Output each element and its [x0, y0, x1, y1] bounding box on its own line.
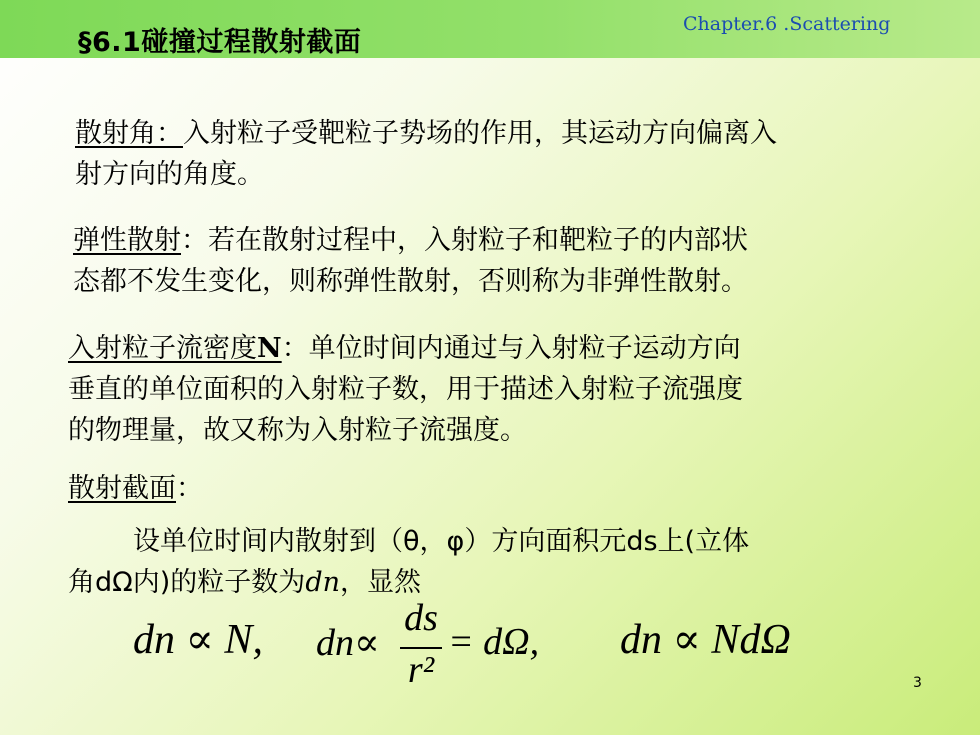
formula-proportional-flux: dn ∝ N, [133, 617, 263, 663]
scattering-angle-line-1 [75, 113, 777, 154]
scattering-angle-text-1: 入射粒子受靶粒子势场的作用，其运动方向偏离入 [183, 118, 777, 149]
page-number: 3 [913, 675, 922, 691]
formula-solid-angle: dn ∝ NdΩ [620, 617, 791, 663]
elastic-scattering-text-2: 态都不发生变化，则称弹性散射，否则称为非弹性散射。 [73, 266, 748, 297]
flux-density-text-3: 的物理量，故又称为入射粒子流强度。 [68, 415, 527, 446]
elastic-scattering-term: 弹性散射 [73, 225, 181, 256]
cross-section-text-2b: ，显然 [340, 567, 421, 598]
scattering-angle-text-2: 射方向的角度。 [75, 159, 264, 190]
elastic-scattering-text-1: ：若在散射过程中，入射粒子和靶粒子的内部状 [181, 225, 748, 256]
elastic-scattering-line-1 [73, 220, 748, 261]
flux-density-text-1: ：单位时间内通过与入射粒子运动方向 [281, 333, 741, 364]
scattering-angle-term: 散射角： [75, 118, 183, 149]
cross-section-heading [68, 468, 203, 509]
flux-density-term-text: 入射粒子流密度 [68, 333, 257, 364]
flux-density-line-1 [68, 328, 743, 369]
chapter-label: Chapter.6 .Scattering [683, 13, 891, 35]
cross-section-description [68, 521, 749, 603]
flux-density-symbol: N [257, 333, 282, 364]
flux-density-text-2: 垂直的单位面积的入射粒子数，用于描述入射粒子流强度 [68, 374, 743, 405]
flux-density-term [68, 333, 282, 364]
scattering-angle-definition [75, 113, 777, 195]
cross-section-text-1: 设单位时间内散射到（θ，φ）方向面积元ds上(立体 [133, 526, 750, 557]
cross-section-text-2a: 角dΩ内)的粒子数为 [68, 567, 306, 598]
formula-denominator: r² [407, 649, 435, 691]
elastic-scattering-definition [73, 220, 748, 302]
cross-section-term: 散射截面 [68, 473, 176, 504]
formula-lhs: dn∝ [316, 622, 380, 664]
flux-density-definition [68, 328, 743, 451]
cross-section-colon: ： [176, 473, 203, 504]
slide-title: §6.1碰撞过程散射截面 [78, 27, 362, 58]
formula-numerator: ds [404, 597, 438, 639]
cross-section-variable-dn: dn [305, 567, 340, 598]
formula-rhs: = dΩ, [448, 621, 540, 663]
